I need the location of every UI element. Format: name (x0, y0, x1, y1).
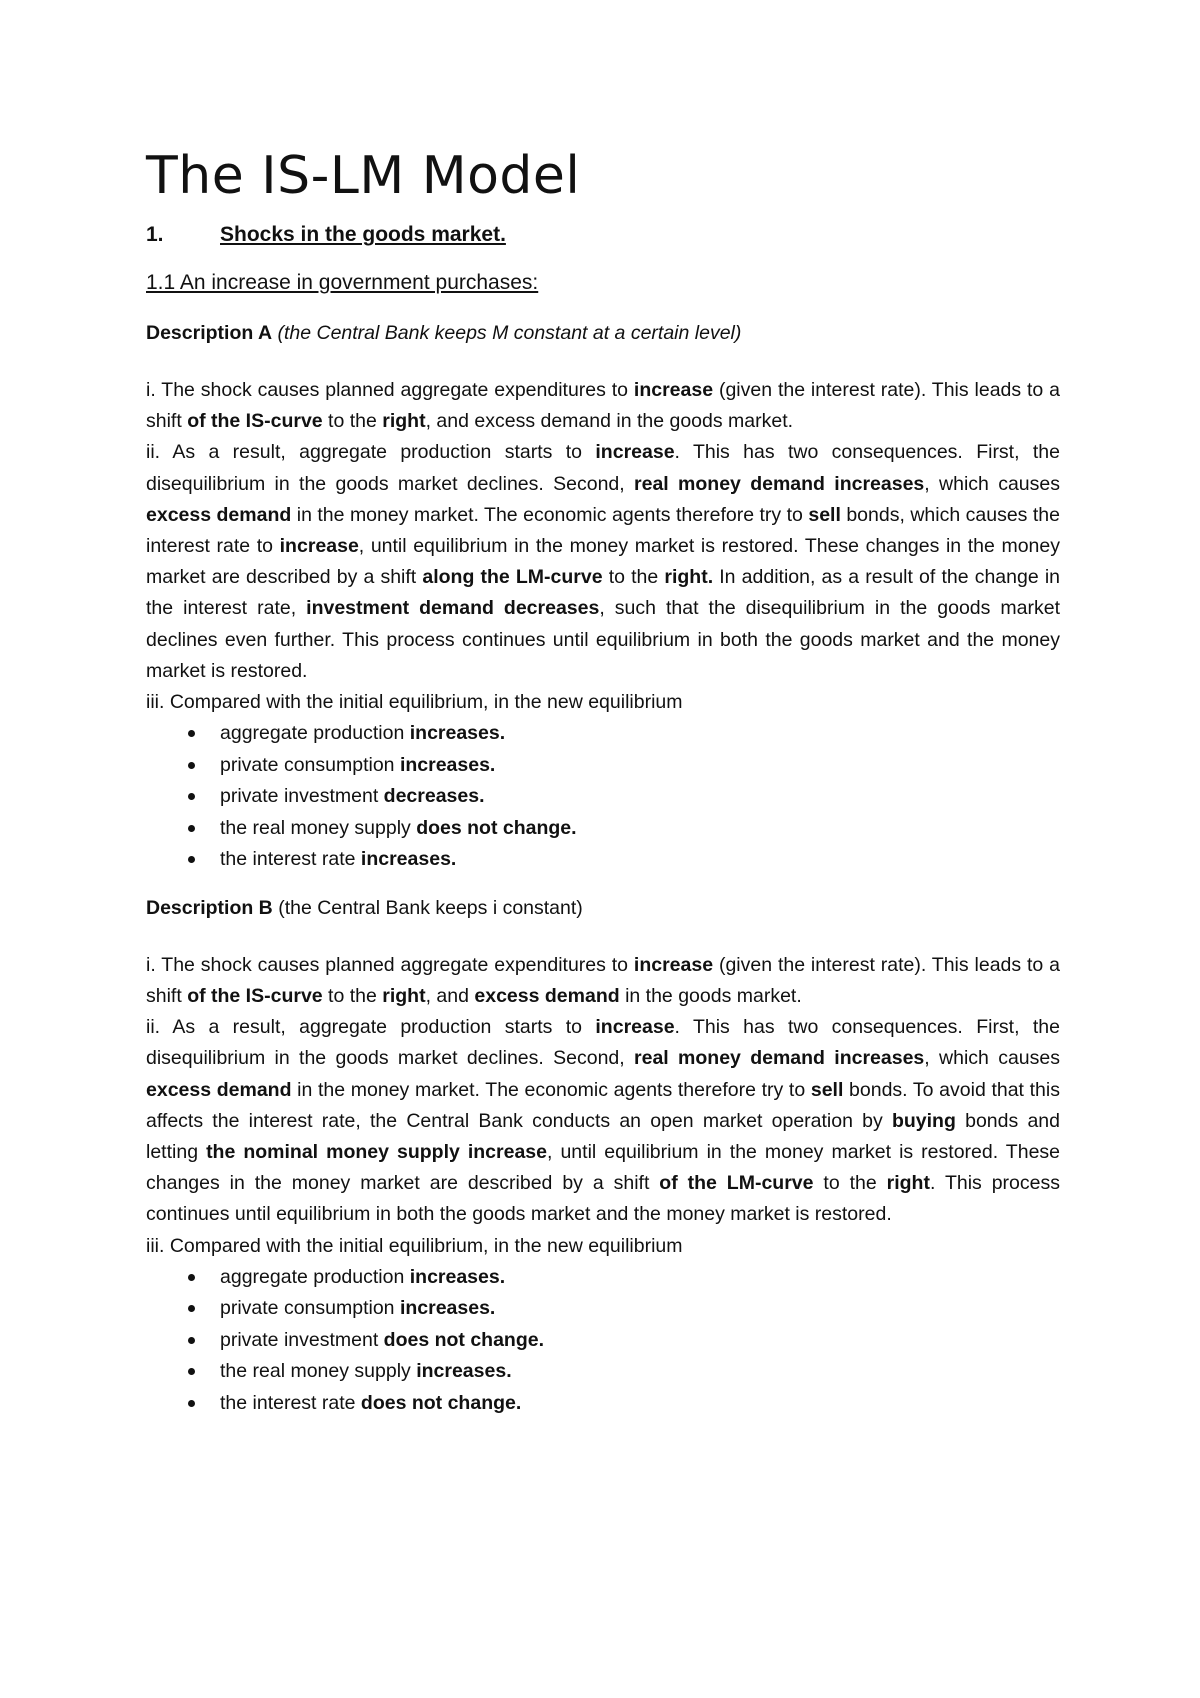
emphasis-text: increases. (360, 848, 457, 871)
bullet-item (146, 750, 1060, 782)
text-run: (given the interest rate). This leads to a shift (146, 379, 1061, 433)
bullet-item (146, 844, 1060, 876)
text-run: private consumption (220, 1297, 400, 1320)
description-a-body (146, 375, 1060, 718)
emphasis-text: increases. (399, 1297, 496, 1320)
text-run: (given the interest rate). This leads to a shift (146, 953, 1061, 1007)
emphasis-text: increase (595, 441, 675, 464)
text-run: to the (813, 1172, 887, 1195)
description-a-point-ii (146, 437, 1060, 687)
emphasis-text: increases. (399, 753, 496, 776)
emphasis-text: along the LM-curve (422, 566, 603, 589)
text-run: . This process continues until equilibrium in both the goods market and the money market is restored. (146, 1172, 1060, 1226)
emphasis-text: increases. (409, 1265, 506, 1288)
description-a-point-i (146, 375, 1060, 437)
emphasis-text: does not change. (360, 1391, 522, 1414)
document-body (146, 143, 1060, 1419)
emphasis-text: increase (279, 535, 359, 558)
text-run: In addition, as a result of the change in the interest rate, (146, 566, 1060, 620)
text-run: , until equilibrium in the money market is restored. These changes in the money market are described by a shift (146, 1140, 1061, 1195)
emphasis-text: decreases. (383, 785, 485, 808)
emphasis-text: real money demand increases (634, 472, 925, 495)
bullet-item (146, 1325, 1060, 1357)
bullet-item (146, 1388, 1060, 1420)
text-run: the interest rate (220, 1391, 361, 1414)
description-b-heading (146, 894, 1060, 922)
emphasis-text: increases. (416, 1360, 512, 1383)
emphasis-text: increases. (409, 722, 506, 745)
bullet-item (146, 718, 1060, 750)
bullet-item (146, 1262, 1060, 1294)
emphasis-text: right (886, 1172, 930, 1195)
emphasis-text: excess demand (474, 984, 620, 1007)
text-run: , and (425, 984, 475, 1007)
text-run: i. The shock causes planned aggregate expenditures to (146, 953, 634, 976)
text-run: aggregate production (220, 1265, 410, 1288)
emphasis-text: increase (633, 379, 714, 401)
emphasis-text: real money demand increases (634, 1047, 925, 1070)
text-run: . This has two consequences. First, the disequilibrium in the goods market declines. Second, (146, 441, 1060, 495)
emphasis-text: right (382, 410, 426, 433)
emphasis-text: increase (633, 953, 714, 976)
text-run: to the (322, 410, 383, 433)
emphasis-text: the nominal money supply increase (206, 1140, 548, 1163)
text-run: in the money market. The economic agents therefore try to (291, 1078, 811, 1101)
text-run: , which causes (924, 472, 1060, 495)
description-b-results-list (146, 1262, 1060, 1420)
emphasis-text: right. (664, 566, 714, 589)
emphasis-text: of the IS-curve (187, 984, 323, 1007)
text-run: bonds, which causes the interest rate to (146, 503, 1060, 558)
emphasis-text: sell (810, 1078, 844, 1101)
emphasis-text: right (382, 984, 426, 1007)
text-run: . This has two consequences. First, the disequilibrium in the goods market declines. Second, (146, 1016, 1060, 1070)
description-b-point-iii: iii. Compared with the initial equilibrium, in the new equilibrium (146, 1234, 683, 1257)
subsection-heading: 1.1 An increase in government purchases: (146, 271, 539, 294)
text-run: ii. As a result, aggregate production starts to (146, 1016, 596, 1039)
description-b-point-ii (146, 1012, 1060, 1230)
bullet-item (146, 813, 1060, 845)
description-b-label: Description B (146, 896, 273, 919)
text-run: aggregate production (220, 722, 410, 745)
emphasis-text: excess demand (146, 503, 292, 526)
description-b-point-i (146, 950, 1060, 1012)
description-a-note: (the Central Bank keeps M constant at a certain level) (277, 322, 742, 344)
section-number: 1. (146, 223, 164, 246)
text-run: i. The shock causes planned aggregate expenditures to (146, 379, 634, 401)
description-a-label: Description A (146, 322, 273, 344)
description-b-note: (the Central Bank keeps i constant) (278, 896, 583, 919)
text-run: the real money supply (220, 816, 417, 839)
text-run: the interest rate (220, 848, 361, 871)
text-run: to the (602, 566, 665, 589)
emphasis-text: of the LM-curve (659, 1172, 814, 1195)
description-a-heading (146, 319, 1060, 347)
emphasis-text: excess demand (146, 1078, 292, 1101)
text-run: , which causes (924, 1047, 1060, 1070)
emphasis-text: of the IS-curve (187, 410, 323, 433)
description-b-body (146, 950, 1060, 1262)
text-run: to the (322, 984, 383, 1007)
text-run: , such that the disequilibrium in the goods market declines even further. This process continues until equilibrium in both the goods market and the money market is restored. (146, 597, 1061, 682)
emphasis-text: increase (595, 1016, 675, 1039)
text-run: ii. As a result, aggregate production starts to (146, 441, 596, 464)
emphasis-text: investment demand decreases (306, 597, 600, 620)
bullet-item (146, 1293, 1060, 1325)
section-title: Shocks in the goods market. (220, 223, 506, 246)
text-run: bonds. To avoid that this affects the interest rate, the Central Bank conducts an open market operation by (146, 1078, 1060, 1132)
section-heading (146, 221, 1060, 249)
text-run: , until equilibrium in the money market is restored. These changes in the money market are described by a shift (146, 535, 1060, 589)
bullet-item (146, 1356, 1060, 1388)
text-run: private consumption (220, 753, 400, 776)
emphasis-text: does not change. (416, 816, 577, 839)
text-run: private investment (220, 1328, 384, 1351)
text-run: in the money market. The economic agents therefore try to (291, 503, 809, 526)
emphasis-text: buying (891, 1109, 956, 1132)
text-run: in the goods market. (619, 984, 802, 1007)
description-a-point-iii: iii. Compared with the initial equilibrium, in the new equilibrium (146, 691, 683, 714)
emphasis-text: does not change. (383, 1328, 545, 1351)
bullet-item (146, 781, 1060, 813)
page-title: The IS-LM Model (146, 146, 581, 206)
text-run: private investment (220, 785, 384, 808)
emphasis-text: sell (808, 503, 841, 526)
text-run: the real money supply (220, 1360, 417, 1383)
description-a-results-list (146, 718, 1060, 876)
text-run: , and excess demand in the goods market. (425, 410, 794, 433)
text-run: bonds and letting (146, 1109, 1060, 1163)
